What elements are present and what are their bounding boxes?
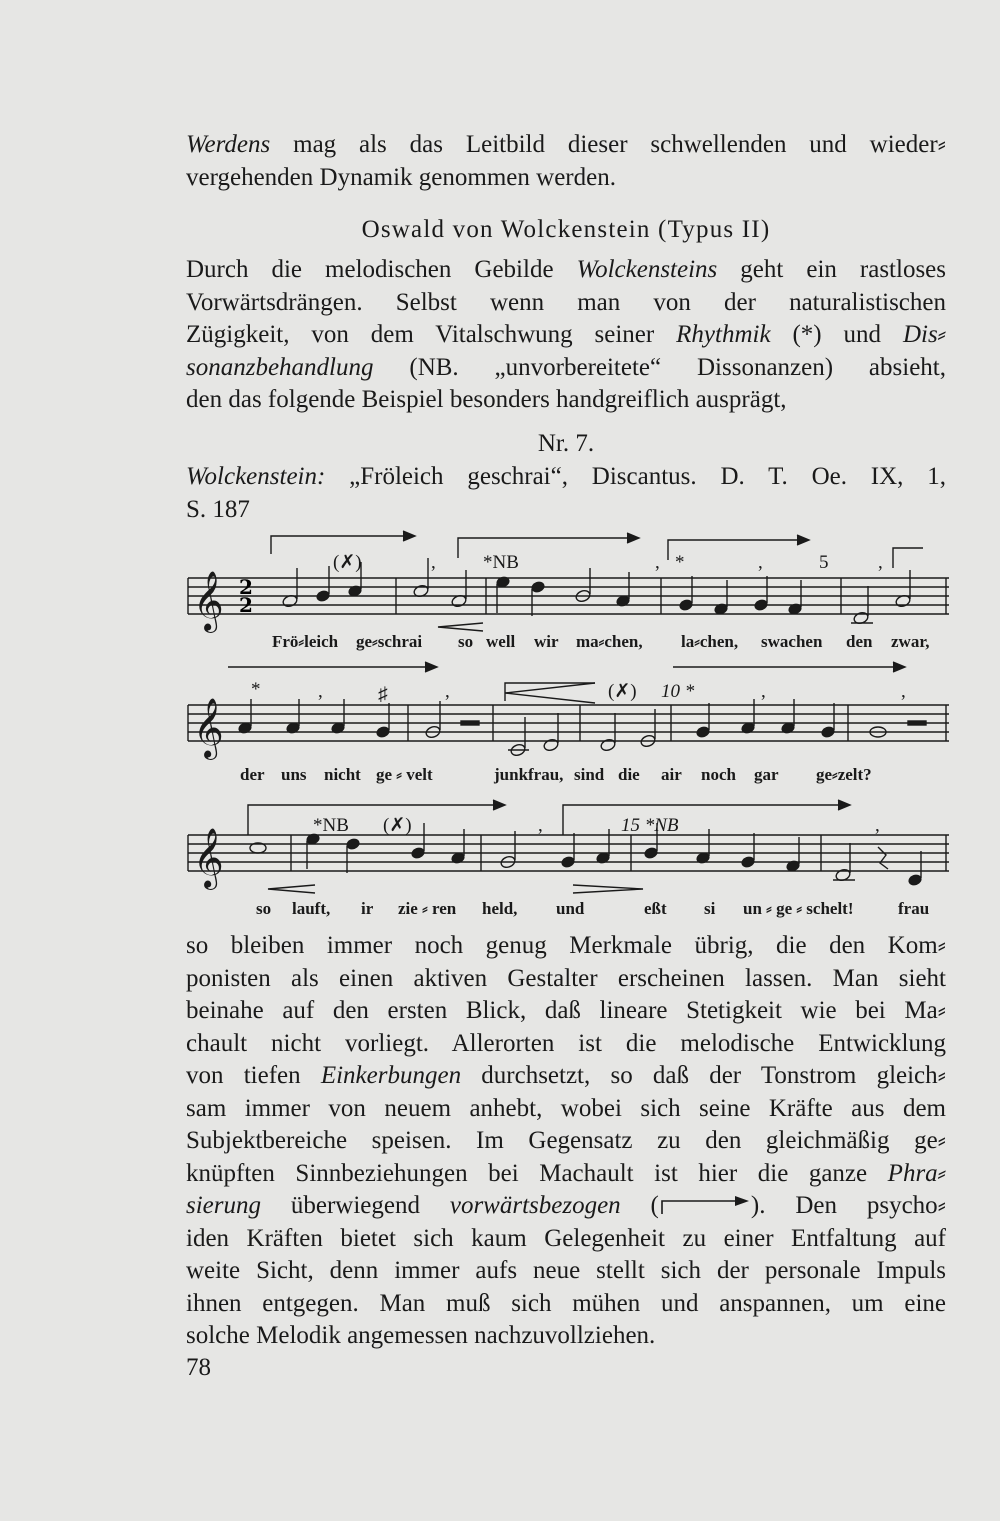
lyric-syllable: lauft, [292,899,331,918]
text-run: den das folgende Beispiel besonders handgreiflich ausprägt, [186,386,787,413]
notes [238,699,926,757]
text-run: überwiegend [261,1192,450,1219]
text-run: Vorwärtsdrängen. Selbst wenn man von der naturalistischen [186,288,946,316]
paragraph-1 [186,254,946,417]
lyric-syllable: ir [361,899,374,918]
lyric-syllable: so [256,899,272,918]
text-run: vergehenden Dynamik genommen werden. [186,163,616,191]
text-run: S. 187 [186,495,250,523]
example-source [186,461,946,526]
example-number: Nr. 7. [537,430,595,457]
treble-clef: 𝄞 [193,698,224,758]
text-line [186,1255,946,1288]
lyric-syllable: der [240,765,265,784]
mark-comma: , [538,815,543,836]
lyric-syllable: so [458,632,474,651]
lyric-syllable: nicht [324,765,361,784]
mark-comma: , [761,681,766,702]
lyric-syllable: Frö⸗leich [272,632,339,651]
mark-comma: , [431,552,436,573]
text-run: so bleiben immer noch genug Merkmale übrig, die den Kom⸗ [186,932,946,959]
text-line [186,287,946,320]
text-line [186,1158,946,1191]
lyric-syllable: frau [898,899,930,918]
mark-comma: , [445,681,450,702]
lyric-syllable: held, [482,899,518,918]
text-line [186,254,946,287]
text-run: durchsetzt, so daß der Tonstrom gleich⸗ [461,1062,946,1089]
mark-measure-number: 10 * [661,681,695,702]
lyric-syllable: si [704,899,716,918]
text-run: (NB. „unvorbereitete“ Dissonanzen) absieht, [373,353,946,381]
lyric-syllable: swachen [761,632,823,651]
lyric-syllable: wir [534,632,559,651]
lyric-syllable: noch [701,765,736,784]
text-run: knüpften Sinnbeziehungen bei Machault ist hier die ganze [186,1159,888,1187]
italic-term: sonanzbehandlung [186,353,374,381]
mark-sharp: ♯ [378,684,388,705]
mark-comma: , [655,552,660,573]
lyric-syllable: zie ⸗ ren [398,899,457,918]
text-line [186,162,946,195]
text-run: chault nicht vorliegt. Allerorten ist die melodische Entwicklung [186,1029,946,1057]
italic-term: Phra⸗ [887,1159,946,1187]
lyric-syllable: ge⸗zelt? [816,765,872,784]
mark-comma: , [875,815,880,836]
italic-term: vorwärtsbezogen [449,1192,621,1219]
lyric-syllable: gar [754,765,779,784]
text-run: ponisten als einen aktiven Gestalter erscheinen lassen. Man sieht [186,964,946,992]
lyric-syllable: well [486,632,516,651]
mark-star: * [675,552,685,573]
lyric-syllable: la⸗chen, [681,632,739,651]
lyric-syllable: uns [281,765,307,784]
text-line [186,129,946,162]
text-run: Subjektbereiche speisen. Im Gegensatz zu den gleichmäßig ge⸗ [186,1127,946,1154]
mark-crossed: (✗) [608,681,637,702]
italic-term: sierung [186,1192,261,1219]
music-staff-1 [183,528,953,638]
text-run: „Fröleich geschrai“, Discantus. D. T. Oe. IX, 1, [325,463,946,490]
mark-measure-number: 5 [819,552,829,573]
text-run: ). Den psycho⸗ [750,1192,946,1219]
text-line [186,1028,946,1061]
text-line [186,963,946,996]
lyric-syllable: sind [574,765,605,784]
mark-comma: , [318,681,323,702]
lyric-syllable: ma⸗chen, [576,632,643,651]
text-line [186,1288,946,1321]
lyric-syllable: junkfrau, [494,765,564,784]
lyric-syllable: air [661,765,682,784]
notes [282,558,912,625]
lyric-syllable: eßt [644,899,667,918]
music-staff-2 [183,655,953,767]
music-staff-3 [183,785,953,897]
text-run: ( [620,1192,659,1219]
mark-star: * [251,679,261,700]
page-number: 78 [186,1354,211,1381]
section-heading: Oswald von Wolckenstein (Typus II) [361,216,771,243]
time-sig-bottom: 2 [239,593,253,617]
text-run: beinahe auf den ersten Blick, daß lineare Stetigkeit wie bei Ma⸗ [186,997,946,1024]
text-line [186,319,946,352]
text-run: geht ein rastloses [717,256,946,283]
lyric-syllable: die [618,765,640,784]
italic-term: Wolckensteins [576,256,718,283]
intro-paragraph [186,129,946,194]
treble-clef: 𝄞 [193,828,224,888]
text-line [186,930,946,963]
text-line [186,995,946,1028]
text-line [186,461,946,494]
mark-comma: , [878,552,883,573]
text-run: ihnen entgegen. Man muß sich mühen und anspannen, um eine [186,1289,946,1317]
lyric-syllable: den [846,632,873,651]
mark-comma: , [901,681,906,702]
mark-crossed: (✗) [333,552,362,573]
lyric-syllable: und [556,899,585,918]
mark-nb: *NB [483,552,519,573]
text-line [186,1093,946,1126]
italic-term: Wolckenstein: [186,463,326,490]
italic-term: Dis⸗ [902,321,946,348]
lyric-syllable: ge⸗schrai [356,632,423,651]
text-run: iden Kräften bietet sich kaum Gelegenheit zu einer Entfaltung auf [186,1224,946,1252]
text-line [186,1190,946,1223]
text-run: Zügigkeit, von dem Vitalschwung seiner [186,321,677,348]
mark-crossed: (✗) [383,815,412,836]
text-run: mag als das Leitbild dieser schwellenden und wieder⸗ [270,131,946,158]
lyric-syllable: un ⸗ ge ⸗ schelt! [743,899,854,918]
paragraph-2 [186,930,946,1353]
italic-term: Rhythmik [676,321,771,348]
mark-nb: *NB [313,815,349,836]
text-run: (*) und [770,321,903,348]
lyric-syllable: ge ⸗ velt [376,765,433,784]
italic-term: Einkerbungen [320,1062,462,1089]
text-line [186,494,946,527]
text-run: solche Melodik angemessen nachzuvollziehen. [186,1322,656,1349]
italic-term: Werdens [186,131,271,158]
text-line [186,1223,946,1256]
text-line [186,1320,946,1353]
mark-measure-number: 15 *NB [621,815,679,836]
text-line [186,352,946,385]
lyric-syllable: zwar, [891,632,930,651]
text-line [186,384,946,417]
treble-clef: 𝄞 [193,571,224,631]
text-run: von tiefen [186,1062,321,1089]
text-line [186,1060,946,1093]
text-line [186,1125,946,1158]
text-run: sam immer von neuem anhebt, wobei sich seine Kräfte aus dem [186,1094,946,1122]
text-run: weite Sicht, denn immer aufs neue stellt sich der personale Impuls [186,1257,946,1284]
forward-arrow-icon [659,1195,751,1215]
text-run: Durch die melodischen Gebilde [186,256,577,283]
mark-comma: , [758,552,763,573]
time-sig-top: 2 [239,575,253,599]
